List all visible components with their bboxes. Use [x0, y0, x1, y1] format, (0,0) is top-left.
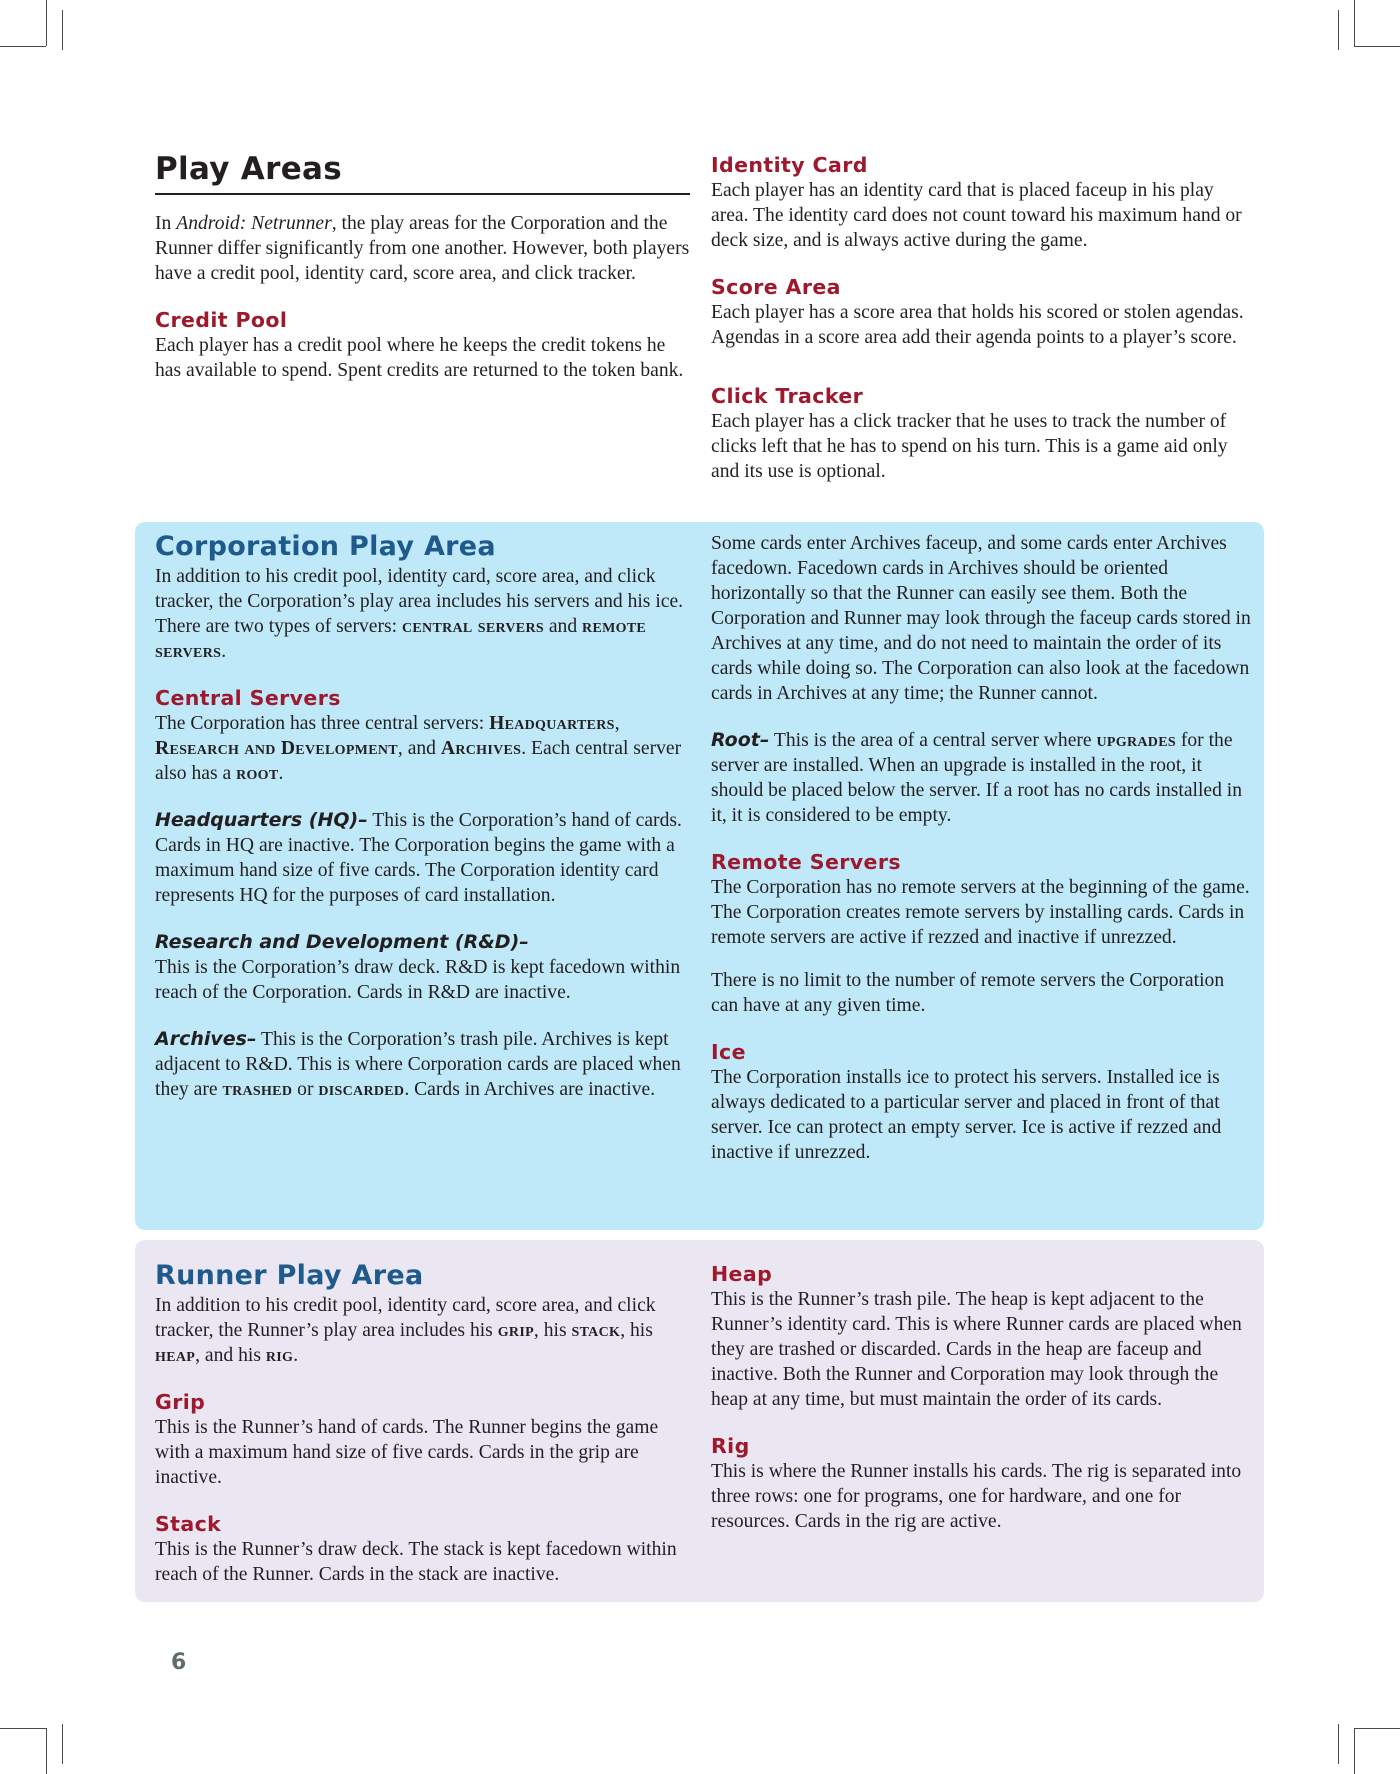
- central-servers-heading: Central Servers: [155, 686, 341, 710]
- archives-label: Archives–: [155, 1028, 257, 1050]
- player-components-section: [711, 153, 1251, 484]
- heap-body: This is the Runner’s trash pile. The heap is kept adjacent to the Runner’s identity card. This is where Runner cards are placed when they are trashed or discarded. Cards in the heap are faceup and inactive. Both the Runner and Corporation may look through the heap at any time, but must maintain the order of its cards.: [711, 1289, 1242, 1410]
- click-tracker-heading: Click Tracker: [711, 384, 864, 408]
- remote-servers-body: The Corporation has no remote servers at the beginning of the game. The Corporation creates remote servers by installing cards. Cards in remote servers are active if rezzed and inactive if unrezzed.: [711, 877, 1250, 948]
- grip-heading: Grip: [155, 1390, 206, 1414]
- archives-paragraph: Archives– This is the Corporation’s trash pile. Archives is kept adjacent to R&D. This is where Corporation cards are placed when they are trashed or discarded. Cards in Archives are inactive.: [155, 1028, 681, 1100]
- rd-label: Research and Development (R&D)–: [155, 931, 529, 953]
- remote-servers-limit: There is no limit to the number of remote servers the Corporation can have at any given time.: [711, 970, 1225, 1016]
- intro-paragraph: In Android: Netrunner, the play areas for the Corporation and the Runner differ significantly from one another. However, both players have a credit pool, identity card, score area, and click tracker.: [155, 213, 690, 284]
- rd-label-line: [155, 930, 690, 955]
- runner-left-column: [155, 1259, 690, 1587]
- crop-mark: [1338, 1724, 1339, 1764]
- score-area-heading: Score Area: [711, 275, 841, 299]
- crop-mark: [1354, 0, 1355, 46]
- identity-card-heading: Identity Card: [711, 153, 868, 177]
- remote-servers-heading: Remote Servers: [711, 850, 901, 874]
- grip-body: This is the Runner’s hand of cards. The Runner begins the game with a maximum hand size of five cards. Cards in the grip are inactive.: [155, 1417, 659, 1488]
- page-title: Play Areas: [155, 151, 342, 187]
- rd-body: This is the Corporation’s draw deck. R&D is kept facedown within reach of the Corporation. Cards in R&D are inactive.: [155, 957, 681, 1003]
- headquarters-label: Headquarters (HQ)–: [155, 809, 368, 831]
- archives-continued: Some cards enter Archives faceup, and some cards enter Archives facedown. Facedown cards in Archives should be oriented horizontally so that the Runner can easily see them. Both the Corporation and Runner may look through the faceup cards stored in Archives at any time, and do not need to maintain the order of its cards while doing so. The Corporation can also look at the facedown cards in Archives at any time; the Runner cannot.: [711, 533, 1251, 704]
- corporation-right-column: [711, 531, 1251, 1165]
- stack-heading: Stack: [155, 1512, 222, 1536]
- crop-mark: [1338, 10, 1339, 50]
- identity-card-body: Each player has an identity card that is placed faceup in his play area. The identity card does not count toward his maximum hand or deck size, and is always active during the game.: [711, 180, 1242, 251]
- credit-pool-body: Each player has a credit pool where he keeps the credit tokens he has available to spend. Spent credits are returned to the token bank.: [155, 335, 684, 381]
- central-servers-body: The Corporation has three central servers: Headquarters, Research and Development, and Archives. Each central server also has a root.: [155, 713, 682, 784]
- runner-right-column: [711, 1262, 1251, 1534]
- ice-body: The Corporation installs ice to protect his servers. Installed ice is always dedicated to a particular server and placed in front of that server. Ice can protect an empty server. Ice is active if rezzed and inactive if unrezzed.: [711, 1067, 1222, 1163]
- crop-mark: [1354, 1728, 1400, 1729]
- root-label: Root–: [711, 729, 770, 751]
- corporation-left-column: [155, 530, 690, 1102]
- headquarters-paragraph: Headquarters (HQ)– This is the Corporation’s hand of cards. Cards in HQ are inactive. The Corporation begins the game with a maximum hand size of five cards. The Corporation identity card represents HQ for the purposes of card installation.: [155, 809, 682, 906]
- score-area-body: Each player has a score area that holds his scored or stolen agendas. Agendas in a score area add their agenda points to a player’s score.: [711, 302, 1244, 348]
- crop-mark: [0, 46, 46, 47]
- crop-mark: [1354, 1728, 1355, 1774]
- click-tracker-body: Each player has a click tracker that he uses to track the number of clicks left that he has to spend on his turn. This is a game aid only and its use is optional.: [711, 411, 1228, 482]
- crop-mark: [46, 1728, 47, 1774]
- play-areas-section: [155, 150, 690, 383]
- crop-mark: [46, 0, 47, 46]
- rig-body: This is where the Runner installs his cards. The rig is separated into three rows: one for programs, one for hardware, and one for resources. Cards in the rig are active.: [711, 1461, 1242, 1532]
- page-number: 6: [171, 1650, 187, 1675]
- crop-mark: [62, 1724, 63, 1764]
- ice-heading: Ice: [711, 1040, 746, 1064]
- crop-mark: [0, 1728, 46, 1729]
- root-paragraph: Root– This is the area of a central server where upgrades for the server are installed. When an upgrade is installed in the root, it should be placed below the server. If a root has no cards installed in it, it is considered to be empty.: [711, 729, 1243, 826]
- credit-pool-heading: Credit Pool: [155, 308, 288, 332]
- crop-mark: [62, 10, 63, 50]
- corporation-title: Corporation Play Area: [155, 531, 496, 562]
- crop-mark: [1354, 46, 1400, 47]
- rig-heading: Rig: [711, 1434, 750, 1458]
- stack-body: This is the Runner’s draw deck. The stack is kept facedown within reach of the Runner. Cards in the stack are inactive.: [155, 1539, 677, 1585]
- runner-title: Runner Play Area: [155, 1260, 424, 1291]
- heap-heading: Heap: [711, 1262, 773, 1286]
- runner-intro: In addition to his credit pool, identity card, score area, and click tracker, the Runner’s play area includes his grip, his stack, his heap, and his rig.: [155, 1295, 656, 1366]
- corporation-intro: In addition to his credit pool, identity card, score area, and click tracker, the Corporation’s play area includes his servers and his ice. There are two types of servers: central servers and remote servers.: [155, 566, 684, 662]
